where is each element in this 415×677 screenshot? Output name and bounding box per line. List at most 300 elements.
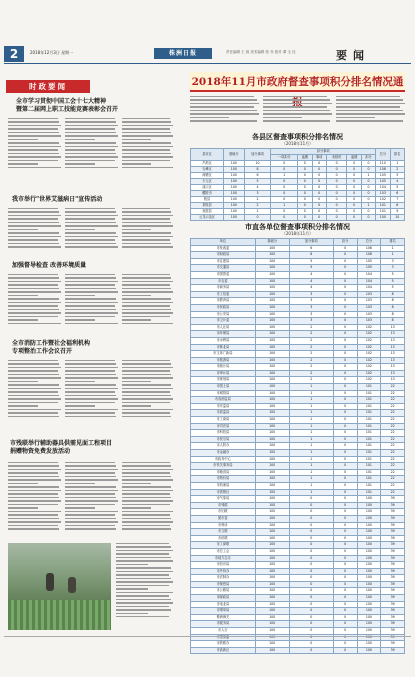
value-cell: 100 [224, 161, 245, 167]
value-cell: 105 [357, 258, 381, 265]
value-cell: 106 [357, 245, 381, 252]
text-line [116, 595, 169, 596]
text-line [122, 236, 173, 237]
value-cell: 0 [333, 568, 357, 575]
text-line [122, 229, 151, 230]
value-cell: 104 [376, 185, 390, 191]
value-cell: 39 [381, 515, 405, 522]
value-cell: 101 [357, 469, 381, 476]
text-line [8, 319, 38, 320]
text-line [65, 402, 115, 403]
value-cell: 0 [312, 173, 326, 179]
value-cell: 0 [326, 197, 347, 203]
value-cell: 102 [357, 324, 381, 331]
text-line [65, 309, 116, 310]
row-label-cell: 市审计局 [191, 370, 256, 377]
value-cell: 1 [289, 476, 333, 483]
value-cell: 0 [333, 581, 357, 588]
value-cell: 0 [289, 647, 333, 654]
value-cell: 0 [326, 173, 347, 179]
value-cell: 100 [224, 215, 245, 221]
value-cell: 100 [255, 417, 289, 424]
text-line [8, 125, 61, 126]
value-cell: 100 [255, 581, 289, 588]
row-label-cell: 市侨联 [191, 535, 256, 542]
value-cell: 0 [289, 641, 333, 648]
text-line [8, 163, 38, 164]
text-line [116, 571, 173, 572]
photo-caption [116, 543, 174, 630]
text-line [8, 370, 58, 371]
value-cell: 3 [381, 258, 405, 265]
header-rule [4, 63, 411, 64]
text-line [122, 479, 173, 480]
value-cell: 100 [255, 430, 289, 437]
value-cell: 104 [357, 271, 381, 278]
value-cell: 100 [255, 450, 289, 457]
value-cell: 0 [333, 469, 357, 476]
text-line [8, 472, 58, 473]
value-cell: 100 [255, 463, 289, 470]
text-line [8, 374, 59, 375]
text-line [116, 592, 173, 593]
value-cell: 105 [376, 179, 390, 185]
article-body-1b [65, 118, 119, 174]
value-cell: 0 [298, 185, 312, 191]
section-banner: 时政要闻 [6, 80, 90, 93]
value-cell: 4 [289, 271, 333, 278]
text-line [8, 232, 59, 233]
text-line [263, 103, 332, 104]
text-line [122, 125, 173, 126]
value-cell: 0 [289, 502, 333, 509]
value-cell: 39 [381, 542, 405, 549]
text-line [65, 388, 118, 389]
value-cell: 100 [255, 509, 289, 516]
text-line [65, 405, 95, 406]
value-cell: 6 [289, 245, 333, 252]
text-line [65, 274, 115, 275]
value-cell: 22 [381, 489, 405, 496]
value-cell: 0 [312, 179, 326, 185]
text-line [8, 222, 59, 223]
table1-header: 基础分 [224, 149, 245, 161]
value-cell: 1 [289, 463, 333, 470]
value-cell: 100 [224, 191, 245, 197]
table-row [191, 410, 405, 417]
value-cell: 0 [361, 161, 375, 167]
text-line [8, 211, 59, 212]
value-cell: 1 [381, 252, 405, 259]
value-cell: 5 [289, 265, 333, 272]
text-line [65, 514, 115, 515]
table2-subtitle: （2018年11月） [281, 231, 314, 236]
text-line [8, 229, 38, 230]
value-cell: 103 [357, 304, 381, 311]
table1-subtitle: （2018年11月） [281, 141, 314, 146]
text-line [122, 305, 170, 306]
value-cell: 0 [333, 509, 357, 516]
value-cell: 22 [381, 436, 405, 443]
value-cell: 0 [333, 298, 357, 305]
text-line [65, 305, 115, 306]
value-cell: 2 [289, 351, 333, 358]
text-line [8, 398, 61, 399]
table2-header: 扣分 [333, 239, 357, 246]
text-line [190, 113, 259, 114]
value-cell: 22 [381, 423, 405, 430]
row-label-cell: 市卫计委 [191, 318, 256, 325]
value-cell: 39 [381, 548, 405, 555]
value-cell: 6 [289, 252, 333, 259]
row-label-cell: 市工信委 [191, 291, 256, 298]
value-cell: 100 [224, 209, 245, 215]
value-cell: 0 [333, 489, 357, 496]
value-cell: 100 [255, 542, 289, 549]
table1-header: 逾期 [298, 155, 312, 161]
value-cell: 39 [381, 641, 405, 648]
text-line [65, 483, 95, 484]
value-cell: 39 [381, 595, 405, 602]
row-label-cell: 市人行 [191, 628, 256, 635]
article-body-4c [122, 360, 174, 424]
value-cell: 0 [333, 529, 357, 536]
row-label-cell: 市政务中心 [191, 456, 256, 463]
value-cell: 0 [289, 595, 333, 602]
value-cell: 0 [333, 311, 357, 318]
value-cell: 0 [333, 436, 357, 443]
value-cell: 1 [289, 456, 333, 463]
text-line [116, 602, 173, 603]
article-body-5c [122, 462, 174, 540]
value-cell: 100 [255, 351, 289, 358]
value-cell: 101 [357, 456, 381, 463]
value-cell: 0 [289, 548, 333, 555]
value-cell: 0 [361, 185, 375, 191]
text-line [65, 416, 116, 417]
text-line [116, 578, 171, 579]
text-line [65, 507, 95, 508]
value-cell: 22 [381, 397, 405, 404]
value-cell: 100 [357, 608, 381, 615]
text-line [122, 309, 171, 310]
row-label-cell: 市电业局 [191, 601, 256, 608]
text-line [8, 142, 59, 143]
text-line [122, 500, 173, 501]
value-cell: 100 [357, 562, 381, 569]
text-line [65, 284, 115, 285]
value-cell: 0 [347, 179, 361, 185]
table-row [191, 621, 405, 628]
value-cell: 0 [289, 496, 333, 503]
person-figure [68, 577, 76, 593]
text-line [8, 409, 61, 410]
text-line [122, 486, 171, 487]
value-cell: 100 [357, 529, 381, 536]
text-line [8, 288, 59, 289]
text-line [122, 288, 171, 289]
text-line [122, 239, 170, 240]
text-line [8, 493, 58, 494]
table-row [191, 509, 405, 516]
text-line [190, 110, 257, 111]
text-line [8, 483, 38, 484]
value-cell: 100 [357, 601, 381, 608]
table-row [191, 278, 405, 285]
row-label-cell: 市总工会 [191, 548, 256, 555]
text-line [8, 284, 58, 285]
table1-group-header: 扣分事项 [271, 149, 376, 155]
value-cell: 102 [357, 377, 381, 384]
row-label-cell: 团市委 [191, 515, 256, 522]
value-cell: 0 [333, 588, 357, 595]
table-row [191, 364, 405, 371]
value-cell: 2 [390, 167, 404, 173]
text-line [122, 246, 173, 247]
table1-header: 扣分 [361, 155, 375, 161]
value-cell: 1 [361, 203, 375, 209]
value-cell: 0 [347, 197, 361, 203]
text-line [122, 316, 170, 317]
value-cell: 13 [381, 370, 405, 377]
value-cell: 0 [271, 167, 298, 173]
value-cell: 0 [333, 291, 357, 298]
value-cell: 0 [333, 390, 357, 397]
value-cell: 105 [357, 265, 381, 272]
table-row [191, 575, 405, 582]
value-cell: 0 [333, 575, 357, 582]
text-line [8, 412, 58, 413]
value-cell: 100 [255, 298, 289, 305]
text-line [122, 135, 173, 136]
text-line [190, 99, 257, 100]
value-cell: 0 [333, 384, 357, 391]
row-label-cell: 市民宗局 [191, 436, 256, 443]
text-line [65, 222, 116, 223]
value-cell: 100 [357, 581, 381, 588]
text-line [8, 507, 38, 508]
value-cell: 100 [255, 482, 289, 489]
row-label-cell: 市粮食局 [191, 469, 256, 476]
text-line [122, 493, 170, 494]
county-ranking-table [190, 148, 405, 221]
text-line [122, 281, 173, 282]
text-line [122, 412, 170, 413]
value-cell: 0 [333, 476, 357, 483]
text-line [8, 160, 58, 161]
table1-header: 县市区 [191, 149, 224, 161]
table-row [191, 298, 405, 305]
article-body-4b [65, 360, 119, 424]
value-cell: 101 [357, 390, 381, 397]
value-cell: 0 [333, 621, 357, 628]
row-label-cell: 市城管局 [191, 390, 256, 397]
value-cell: 1 [289, 417, 333, 424]
article-body-2c [122, 208, 174, 252]
value-cell: 0 [347, 173, 361, 179]
text-line [8, 360, 58, 361]
value-cell: 103 [376, 191, 390, 197]
text-line [122, 367, 173, 368]
table-row [191, 476, 405, 483]
text-line [65, 163, 95, 164]
text-line [8, 302, 61, 303]
value-cell: 101 [357, 403, 381, 410]
row-label-cell: 市人防办 [191, 443, 256, 450]
value-cell: 3 [289, 298, 333, 305]
value-cell: 0 [326, 191, 347, 197]
row-label-cell: 市国土局 [191, 384, 256, 391]
table-row [191, 450, 405, 457]
value-cell: 13 [381, 344, 405, 351]
table1-header: 总分 [376, 149, 390, 161]
text-line [8, 363, 59, 364]
value-cell: 100 [255, 390, 289, 397]
text-line [122, 497, 171, 498]
value-cell: 100 [255, 265, 289, 272]
table2-title: 市直各单位督查事项积分排名情况 [245, 222, 350, 231]
text-line [65, 312, 118, 313]
value-cell: 0 [333, 324, 357, 331]
text-line [190, 120, 257, 121]
text-line [122, 284, 170, 285]
text-line [122, 363, 171, 364]
value-cell: 13 [381, 377, 405, 384]
value-cell: 100 [357, 496, 381, 503]
value-cell: 0 [333, 443, 357, 450]
text-line [122, 514, 170, 515]
value-cell: 100 [255, 476, 289, 483]
value-cell: 0 [333, 463, 357, 470]
value-cell: 100 [255, 377, 289, 384]
value-cell: 8 [381, 298, 405, 305]
text-line [65, 469, 118, 470]
value-cell: 0 [289, 601, 333, 608]
value-cell: 1 [289, 410, 333, 417]
value-cell: 39 [381, 608, 405, 615]
value-cell: 0 [333, 456, 357, 463]
text-line [65, 146, 118, 147]
text-line [65, 493, 115, 494]
text-line [122, 518, 171, 519]
value-cell: 0 [333, 397, 357, 404]
value-cell: 100 [357, 542, 381, 549]
text-line [65, 323, 118, 324]
text-line [8, 281, 61, 282]
value-cell: 1 [289, 489, 333, 496]
table-row [191, 370, 405, 377]
value-cell: 0 [289, 575, 333, 582]
row-label-cell: 市科协 [191, 522, 256, 529]
value-cell: 103 [357, 291, 381, 298]
table-row [191, 324, 405, 331]
text-line [65, 360, 115, 361]
table-row [191, 384, 405, 391]
text-line [8, 497, 59, 498]
value-cell: 0 [326, 185, 347, 191]
value-cell: 39 [381, 581, 405, 588]
text-line [8, 316, 58, 317]
text-line [8, 476, 59, 477]
value-cell: 100 [255, 608, 289, 615]
value-cell: 0 [333, 601, 357, 608]
value-cell: 7 [390, 197, 404, 203]
text-line [122, 243, 171, 244]
text-line [8, 465, 59, 466]
value-cell: 8 [381, 318, 405, 325]
text-line [8, 291, 61, 292]
value-cell: 5 [381, 271, 405, 278]
value-cell: 0 [333, 522, 357, 529]
value-cell: 100 [255, 489, 289, 496]
value-cell: 0 [312, 167, 326, 173]
value-cell: 100 [255, 588, 289, 595]
table-row [191, 258, 405, 265]
text-line [8, 149, 58, 150]
value-cell: 0 [333, 417, 357, 424]
value-cell: 1 [289, 436, 333, 443]
value-cell: 100 [255, 568, 289, 575]
value-cell: 0 [326, 161, 347, 167]
value-cell: 0 [333, 430, 357, 437]
text-line [122, 128, 170, 129]
row-label-cell: 攸县 [191, 197, 224, 203]
value-cell: 0 [333, 278, 357, 285]
value-cell: 2 [289, 377, 333, 384]
row-label-cell: 市环保局 [191, 331, 256, 338]
text-line [116, 599, 171, 600]
text-line [8, 391, 58, 392]
text-line [8, 521, 61, 522]
value-cell: 100 [357, 641, 381, 648]
value-cell: 100 [255, 515, 289, 522]
text-line [65, 367, 118, 368]
value-cell: 102 [376, 197, 390, 203]
row-label-cell: 市发改委 [191, 245, 256, 252]
value-cell: 3 [289, 291, 333, 298]
text-line [190, 96, 254, 97]
value-cell: 106 [357, 252, 381, 259]
value-cell: 0 [333, 252, 357, 259]
text-line [8, 490, 61, 491]
value-cell: 100 [255, 621, 289, 628]
text-line [65, 142, 116, 143]
article-body-3b [65, 274, 119, 330]
table-row [191, 337, 405, 344]
text-line [122, 370, 170, 371]
table-row [191, 628, 405, 635]
row-label-cell: 芦淞区 [191, 161, 224, 167]
crop-rows [8, 600, 111, 630]
article-body-1c [122, 118, 174, 174]
text-line [116, 606, 169, 607]
value-cell: 0 [289, 621, 333, 628]
value-cell: 100 [357, 647, 381, 654]
value-cell: 100 [255, 614, 289, 621]
row-label-cell: 茶陵县 [191, 203, 224, 209]
editor-credits: 责任编辑 王 琼 美术编辑 张 乔 校对 谭 玉 佳 [226, 50, 296, 54]
page-header [4, 46, 411, 62]
table-row [191, 601, 405, 608]
text-line [122, 507, 151, 508]
value-cell: 1 [244, 209, 271, 215]
text-line [190, 117, 229, 118]
text-line [65, 302, 118, 303]
row-label-cell: 市教育局 [191, 298, 256, 305]
table-row [191, 456, 405, 463]
row-label-cell: 株洲海关 [191, 614, 256, 621]
table2-header: 单位 [191, 239, 256, 246]
